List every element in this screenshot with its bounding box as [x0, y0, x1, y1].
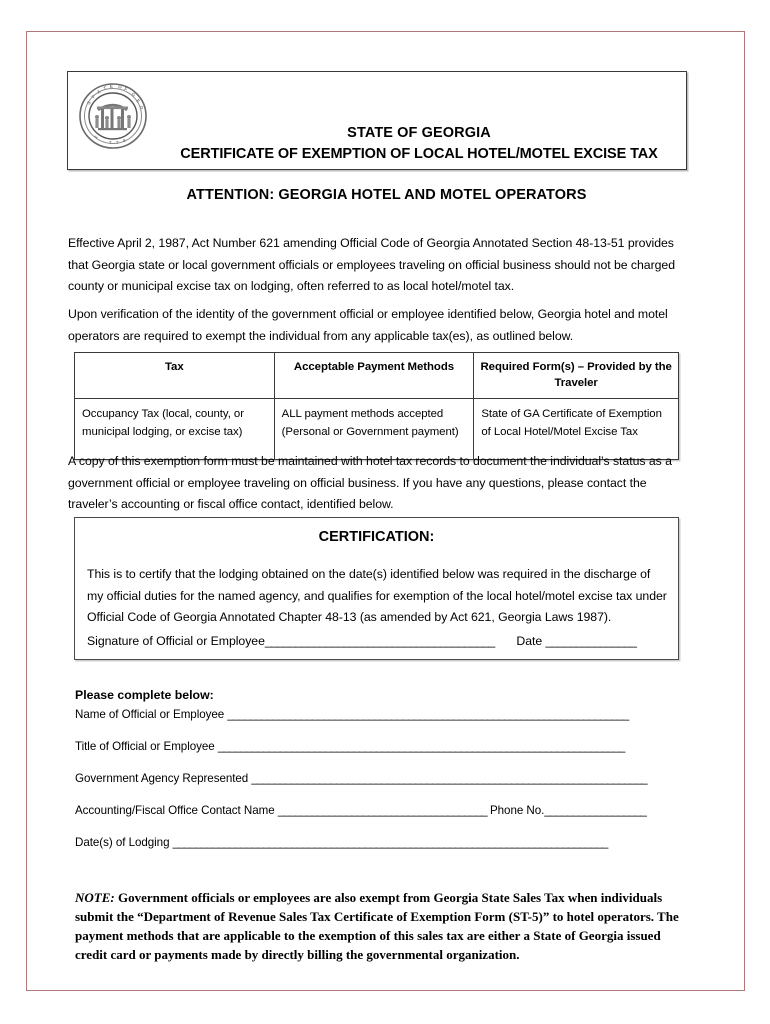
- svg-text:O: O: [138, 104, 145, 111]
- field-label-title: Title of Official or Employee: [75, 740, 215, 753]
- signature-input-line[interactable]: ______________________________________: [264, 634, 495, 648]
- note-text: Government officials or employees are also exempt from Georgia State Sales Tax when individuals submit the “Department of Revenue Sales Tax Certificate of Exemption Form (ST-5)” to hotel operators. The payment methods that are applicable to the exemption of this sales tax are either a State of Georgia issued credit card or payments made by directly billing the governmental organization.: [75, 890, 679, 962]
- document-header-box: [67, 71, 687, 170]
- field-input-lodging-dates[interactable]: _____________________________________________________________________________: [172, 836, 608, 849]
- note-prefix: NOTE:: [75, 890, 115, 905]
- svg-text:O: O: [117, 84, 123, 90]
- attention-heading: ATTENTION: GEORGIA HOTEL AND MOTEL OPERATORS: [186, 187, 587, 203]
- table-header-required-forms: Required Form(s) – Provided by the Traveler: [474, 353, 679, 399]
- paragraph-recordkeeping: A copy of this exemption form must be maintained with hotel tax records to document the individual’s status as a government official or employee traveling on official business. If you have any questions, please contact the traveler’s accounting or fiscal office contact, identified below.: [68, 454, 672, 511]
- svg-text:G: G: [130, 91, 137, 98]
- field-row-lodging-dates: [75, 836, 685, 849]
- certification-title: CERTIFICATION:: [318, 529, 435, 545]
- svg-text:T: T: [90, 94, 96, 100]
- table-header-row: [75, 353, 679, 399]
- table-cell-tax: Occupancy Tax (local, county, or municipal lodging, or excise tax): [75, 399, 275, 460]
- georgia-state-seal-icon: [76, 79, 150, 153]
- complete-below-heading: Please complete below:: [75, 688, 214, 702]
- signature-label: Signature of Official or Employee: [87, 634, 265, 648]
- signature-row: [87, 634, 668, 648]
- table-cell-payment-methods: ALL payment methods accepted (Personal or Government payment): [274, 399, 474, 460]
- table-cell-required-forms: State of GA Certificate of Exemption of Local Hotel/Motel Excise Tax: [474, 399, 679, 460]
- table-header-payment-methods: Acceptable Payment Methods: [274, 353, 474, 399]
- svg-text:F: F: [123, 86, 128, 92]
- svg-text:6: 6: [123, 138, 126, 143]
- document-content: [27, 32, 746, 992]
- svg-text:S: S: [86, 100, 92, 106]
- field-label-phone: Phone No.: [489, 804, 545, 817]
- paragraph-effective-date: Effective April 2, 1987, Act Number 621 amending Official Code of Georgia Annotated Section 48-13-51 provides that Georgia state or local government officials or employees traveling on official business should not be charged county or municipal excise tax on lodging, often referred to as local hotel/motel tax.: [68, 236, 675, 293]
- field-label-name: Name of Official or Employee: [75, 708, 225, 721]
- field-input-title[interactable]: ________________________________________________________________________: [217, 740, 625, 753]
- svg-text:A: A: [96, 88, 102, 95]
- field-row-title: [75, 740, 685, 753]
- field-input-phone[interactable]: __________________: [544, 804, 646, 817]
- field-row-agency: [75, 772, 685, 785]
- field-input-contact-name[interactable]: _____________________________________: [277, 804, 487, 817]
- field-row-contact: [75, 804, 685, 817]
- note-block: [75, 888, 679, 964]
- paragraph-verification: Upon verification of the identity of the government official or employee identified below, Georgia hotel and motel operators are required to exempt the individual from any applicable tax(es), as outlined below.: [68, 307, 668, 343]
- date-label: Date: [516, 634, 543, 648]
- svg-text:T: T: [102, 85, 107, 91]
- certification-body: This is to certify that the lodging obtained on the date(s) identified below was required in the discharge of my official duties for the named agency, and qualifies for exemption of the local hotel/motel excise tax under Official Code of Georgia Annotated Chapter 48-13 (as amended by Act 621, Georgia Laws 1987).: [87, 567, 667, 624]
- field-label-contact-name: Accounting/Fiscal Office Contact Name: [75, 804, 275, 817]
- svg-text:1: 1: [93, 134, 99, 140]
- table-header-tax: Tax: [75, 353, 275, 399]
- field-label-lodging-dates: Date(s) of Lodging: [75, 836, 170, 849]
- svg-text:E: E: [135, 98, 141, 104]
- header-title-group: [158, 123, 680, 165]
- exemption-table: [74, 352, 679, 460]
- field-input-name[interactable]: _______________________________________________________________________: [227, 708, 629, 721]
- svg-text:7: 7: [109, 140, 112, 145]
- field-label-agency: Government Agency Represented: [75, 772, 249, 785]
- header-line-certificate: CERTIFICATE OF EXEMPTION OF LOCAL HOTEL/MOTEL EXCISE TAX: [180, 146, 658, 162]
- svg-text:E: E: [109, 83, 114, 89]
- svg-text:7: 7: [116, 140, 119, 145]
- page-border-frame: [26, 31, 745, 991]
- field-input-agency[interactable]: ______________________________________________________________________: [251, 772, 647, 785]
- header-line-state: STATE OF GEORGIA: [347, 125, 491, 141]
- certification-box: [74, 517, 679, 660]
- date-input-line[interactable]: _______________: [545, 634, 637, 648]
- field-row-name: [75, 708, 685, 721]
